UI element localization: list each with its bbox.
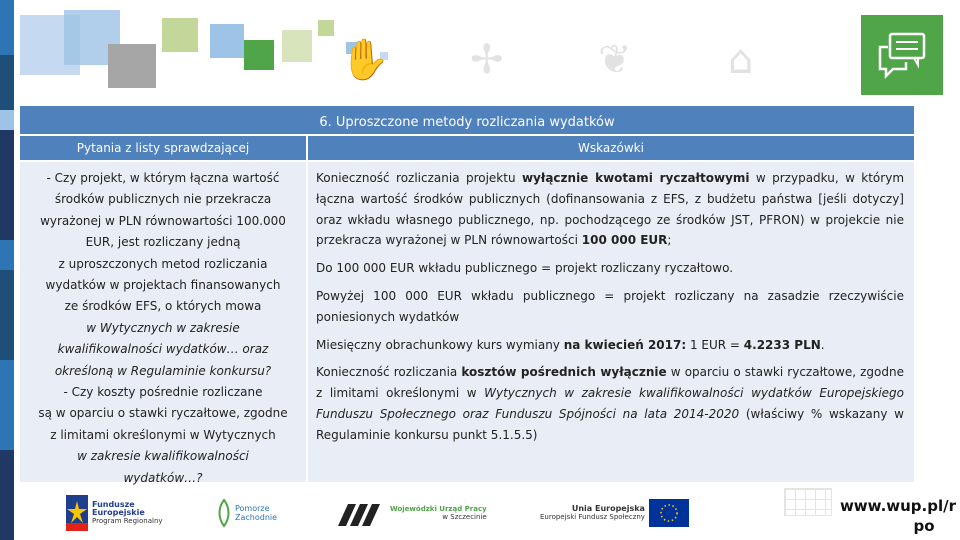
fe-line1: Fundusze: [92, 500, 135, 509]
ue-line1: Unia Europejska: [571, 504, 645, 513]
tip-text: ;: [667, 233, 672, 248]
table-header-row: [20, 136, 914, 160]
tip-paragraph-below-limit: Do 100 000 EUR wkładu publicznego = projekt rozliczany ryczałtowo.: [316, 261, 734, 276]
website-link[interactable]: [832, 496, 960, 540]
question-line: ze środków EFS, o których mowa: [64, 299, 262, 314]
question-line: wydatków…?: [123, 470, 203, 485]
tip-text: (właściwy % wskazany w Regulaminie konkursu punkt 5.1.5.5): [316, 406, 904, 442]
tip-bold: kosztów pośrednich wyłącznie: [461, 365, 667, 380]
ue-line2: Europejski Fundusz Społeczny: [540, 513, 645, 521]
question-line: z limitami określonymi w Wytycznych: [50, 427, 276, 442]
hand-icon: ✋: [340, 37, 390, 83]
tip-text: Konieczność rozliczania projektu: [316, 171, 522, 185]
grid-decor: [784, 488, 832, 516]
pz-line1: Pomorze: [235, 504, 270, 513]
checklist-table: [20, 106, 914, 485]
url-line2: po: [913, 517, 935, 535]
question-line: są w oparciu o stawki ryczałtowe, zgodne: [38, 406, 288, 421]
table-title: 6. Uproszczone metody rozliczania wydatków: [20, 106, 914, 134]
chat-icon-box: [861, 15, 943, 95]
tip-paragraph-indirect-costs: [316, 362, 904, 445]
question-line: w zakresie kwalifikowalności: [77, 449, 249, 464]
tip-paragraph-exchange-rate: [316, 335, 904, 356]
tip-bold: wyłącznie kwotami ryczałtowymi: [521, 171, 750, 185]
fe-line3: Program Regionalny: [92, 517, 163, 525]
tip-bold: 100 000 EUR: [581, 233, 668, 248]
question-line: wydatków w projektach finansowanych: [45, 278, 281, 293]
tip-italic: Wytycznych w zakresie kwalifikowalności wydatków Europejskiego Funduszu Społecznego oraz Funduszu Spójności na lata 2014-2020: [316, 386, 904, 421]
question-line: środków publicznych nie przekracza: [54, 192, 272, 207]
table-row: [20, 162, 914, 485]
unia-europejska-logo: [540, 490, 689, 536]
wup-line2: w Szczecinie: [442, 513, 487, 521]
question-line: kwalifikowalności wydatków… oraz: [57, 342, 269, 357]
question-line: EUR, jest rozliczany jedną: [85, 235, 241, 250]
chat-bubbles-icon: [876, 31, 928, 79]
decor-square: [162, 18, 198, 52]
fe-line2: Europejskie: [92, 508, 145, 517]
question-line: - Czy projekt, w którym łączna wartość: [46, 171, 280, 185]
question-line: określoną w Regulaminie konkursu?: [54, 363, 272, 378]
tram-icon: ⌂: [728, 37, 754, 83]
tip-text: .: [820, 337, 825, 352]
tip-bold: na kwiecień 2017:: [563, 337, 687, 352]
wup-blocks-icon: [336, 496, 386, 530]
tips-cell: [308, 162, 914, 482]
tip-text: 1 EUR =: [686, 337, 744, 352]
decor-square: [318, 20, 334, 36]
tip-text: Miesięczny obrachunkowy kurs wymiany: [316, 337, 564, 352]
question-line: w Wytycznych w zakresie: [86, 320, 240, 335]
questions-cell: [20, 162, 306, 485]
wup-line1: Wojewódzki Urząd Pracy: [390, 505, 487, 513]
decor-square: [282, 30, 312, 62]
tip-text: Konieczność rozliczania: [316, 365, 462, 380]
pomorze-zachodnie-logo: [216, 490, 277, 536]
eu-flag-icon: [649, 499, 689, 527]
left-color-strip: [0, 0, 14, 540]
wup-szczecin-logo: [336, 490, 487, 536]
pz-leaf-icon: [216, 498, 232, 528]
leaf-icon: ❦: [598, 37, 632, 83]
decor-square: [210, 24, 244, 58]
question-line: z uproszczonych metod rozliczania: [58, 256, 268, 271]
fe-star-icon: [66, 495, 88, 531]
fundusze-europejskie-logo: [66, 490, 163, 536]
fan-icon: ✢: [470, 37, 504, 83]
tip-paragraph-ryczalt: [316, 168, 904, 251]
tip-text: w oparciu o stawki ryczałtowe, zgodne z limitami określonymi w: [316, 365, 905, 401]
question-line: wyrażonej w PLN równowartości 100.000: [40, 213, 286, 228]
url-line1: www.wup.pl/r: [839, 497, 956, 515]
pz-line2: Zachodnie: [235, 513, 278, 522]
tip-text: w przypadku, w którym łączna wartość środków publicznych (dofinansowania z EFS, z budżetu państwa [jeśli dotyczy] oraz wkładu własnego publicznego, np. pochodzącego ze środków JST, PFRON) w projekcie nie przekracza wyrażonej w PLN równowartości: [316, 171, 905, 248]
decor-square: [108, 44, 156, 88]
column-header-tips: Wskazówki: [308, 136, 914, 160]
decor-square: [244, 40, 274, 70]
tip-bold: 4.2233 PLN: [743, 337, 821, 352]
tip-paragraph-above-limit: Powyżej 100 000 EUR wkładu publicznego = projekt rozliczany na zasadzie rzeczywiście poniesionych wydatków: [316, 288, 904, 324]
column-header-questions: Pytania z listy sprawdzającej: [20, 136, 306, 160]
question-line: - Czy koszty pośrednie rozliczane: [63, 385, 263, 400]
